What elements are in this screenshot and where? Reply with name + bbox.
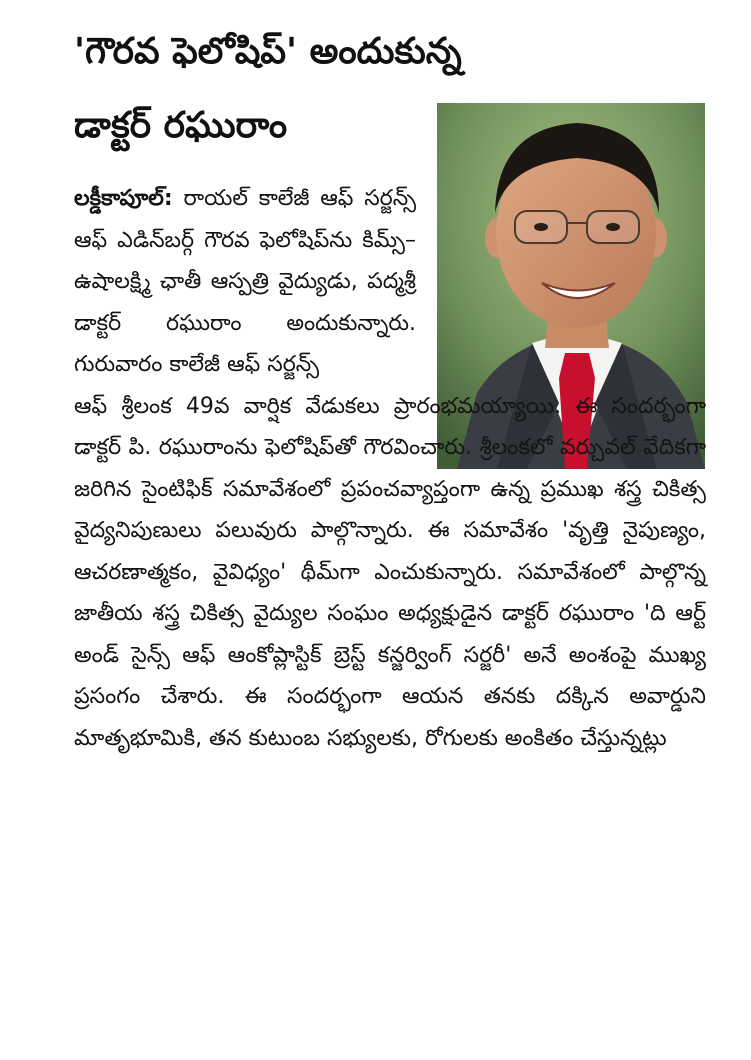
article-continuation-paragraph: ఆఫ్ శ్రీలంక 49వ వార్షిక వేడుకలు ప్రారంభమయ్యాయి. ఈ సందర్భంగా డాక్టర్ పి. రఘురాంను ఫెలోషిప్‌తో గౌరవించారు. శ్రీలంకలో వర్చువల్ వేదికగా జరిగిన సైంటిఫిక్ సమావేశంలో ప్రపంచవ్యాప్తంగా ఉన్న ప్రముఖ శస్త్ర చికిత్స వైద్యనిపుణులు పలువురు పాల్గొన్నారు. ఈ సమావేశం 'వృత్తి నైపుణ్యం, ఆచరణాత్మకం, వైవిధ్యం' థీమ్‌గా ఎంచుకున్నారు. సమావేశంలో పాల్గొన్న జాతీయ శస్త్ర చికిత్స వైద్యుల సంఘం అధ్యక్షుడైన డాక్టర్ రఘురాం 'ది ఆర్ట్ అండ్ సైన్స్ ఆఫ్ ఆంకోప్లాస్టిక్ బ్రెస్ట్ కన్జర్వింగ్ సర్జరీ' అనే అంశంపై ముఖ్య ప్రసంగం చేశారు. ఈ సందర్భంగా ఆయన తనకు దక్కిన అవార్డుని మాతృభూమికి, తన కుటుంబ సభ్యులకు, రోగులకు అంకితం చేస్తున్నట్లు xyxy=(74,393,706,751)
dateline: లక్డీకాపూల్: xyxy=(74,186,173,211)
headline-line-1: 'గౌరవ ఫెలోషిప్' అందుకున్న xyxy=(74,31,462,72)
headline-line-2: డాక్టర్ రఘురాం xyxy=(74,105,288,146)
article-body xyxy=(74,178,706,759)
article-intro-paragraph xyxy=(74,178,416,386)
intro-text: రాయల్ కాలేజీ ఆఫ్ సర్జన్స్ ఆఫ్ ఎడిన్‌బర్గ్ గౌరవ ఫెలోషిప్‌ను కిమ్స్–ఉషాలక్ష్మి ఛాతీ ఆస్పత్రి వైద్యుడు, పద్మశ్రీ డాక్టర్ రఘురాం అందుకున్నారు. గురువారం కాలేజీ ఆఫ్ సర్జన్స్ xyxy=(74,186,416,377)
